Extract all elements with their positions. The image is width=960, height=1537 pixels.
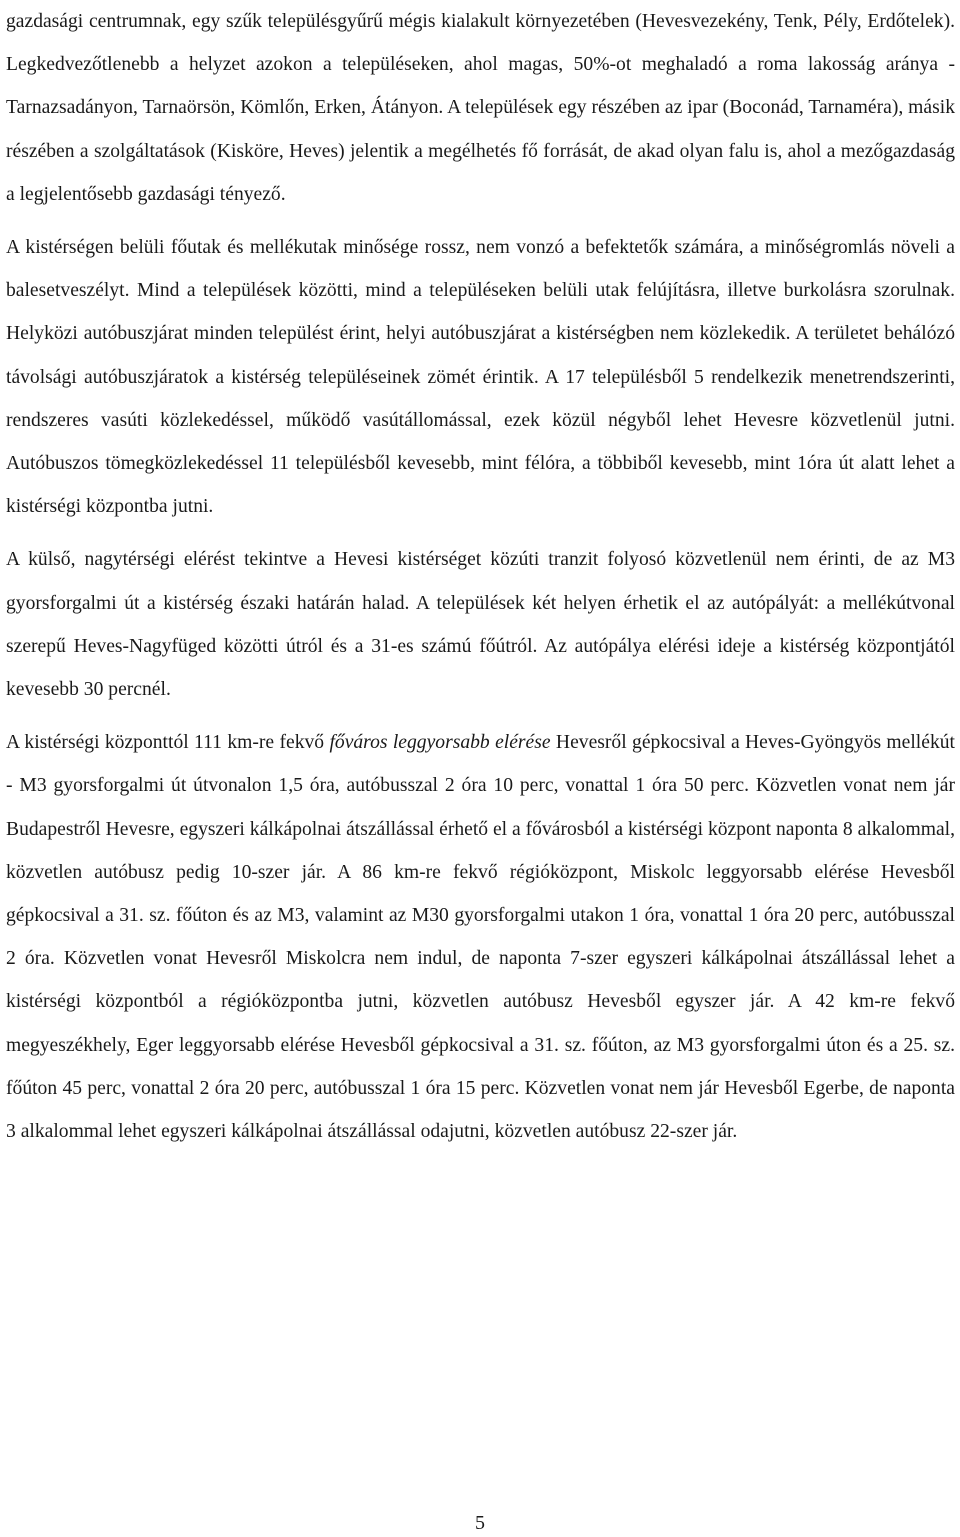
page-number: 5 bbox=[475, 1512, 485, 1534]
paragraph-city-access-times bbox=[6, 721, 955, 1153]
paragraph-text-before-emphasis: A kistérségi központtól 111 km-re fekvő bbox=[6, 732, 330, 754]
emphasized-phrase: főváros leggyorsabb elérése bbox=[329, 732, 551, 754]
paragraph-internal-roads-transport: A kistérségen belüli főutak és mellékutak minősége rossz, nem vonzó a befektetők számára, a minőségromlás növeli a balesetveszélyt. Mind a települések közötti, mind a településeken belüli utak felújításra, illetve burkolásra szorulnak. Helyközi autóbuszjárat minden települést érint, helyi autóbuszjárat a kistérségben nem közlekedik. A területet behálózó távolsági autóbuszjáratok a kistérség településeinek zömét érintik. A 17 településből 5 rendelkezik menetrendszerinti, rendszeres vasúti közlekedéssel, működő vasútállomással, ezek közül négyből lehet Hevesre közvetlenül jutni. Autóbuszos tömegközlekedéssel 11 településből kevesebb, mint félóra, a többiből kevesebb, mint 1óra út alatt lehet a kistérségi központba jutni. bbox=[6, 237, 955, 518]
document-page bbox=[6, 0, 955, 1153]
paragraph-settlements-economy: gazdasági centrumnak, egy szűk településgyűrű mégis kialakult környezetében (Hevesvezekény, Tenk, Pély, Erdőtelek). Legkedvezőtlenebb a helyzet azokon a településeken, ahol magas, 50%-ot meghaladó a roma lakosság aránya - Tarnazsadányon, Tarnaörsön, Kömlőn, Erken, Átányon. A települések egy részében az ipar (Boconád, Tarnaméra), másik részében a szolgáltatások (Kisköre, Heves) jelentik a megélhetés fő forrását, de akad olyan falu is, ahol a mezőgazdaság a legjelentősebb gazdasági tényező. bbox=[6, 11, 955, 205]
paragraph-text-after-emphasis: Hevesről gépkocsival a Heves-Gyöngyös mellékút - M3 gyorsforgalmi út útvonalon 1,5 óra, autóbusszal 2 óra 10 perc, vonattal 1 óra 50 perc. Közvetlen vonat nem jár Budapestről Hevesre, egyszeri kálkápolnai átszállással érhető el a fővárosból a kistérségi központ naponta 8 alkalommal, közvetlen autóbusz pedig 10-szer jár. A 86 km-re fekvő régióközpont, Miskolc leggyorsabb elérése Hevesből gépkocsival a 31. sz. főúton és az M3, valamint az M30 gyorsforgalmi utakon 1 óra, vonattal 1 óra 20 perc, autóbusszal 2 óra. Közvetlen vonat Hevesről Miskolcra nem indul, de naponta 7-szer egyszeri kálkápolnai átszállással lehet a kistérségi központból a régióközpontba jutni, közvetlen autóbusz Hevesből egyszer jár. A 42 km-re fekvő megyeszékhely, Eger leggyorsabb elérése Hevesből gépkocsival a 31. sz. főúton, az M3 gyorsforgalmi úton és a 25. sz. főúton 45 perc, vonattal 2 óra 20 perc, autóbusszal 1 óra 15 perc. Közvetlen vonat nem jár Hevesből Egerbe, de naponta 3 alkalommal lehet egyszeri kálkápolnai átszállással odajutni, közvetlen autóbusz 22-szer jár. bbox=[6, 732, 955, 1143]
paragraph-external-access: A külső, nagytérségi elérést tekintve a Hevesi kistérséget közúti tranzit folyosó közvetlenül nem érinti, de az M3 gyorsforgalmi út a kistérség északi határán halad. A települések két helyen érhetik el az autópályát: a mellékútvonal szerepű Heves-Nagyfüged közötti útról és a 31-es számú főútról. Az autópálya elérési ideje a kistérség központjától kevesebb 30 percnél. bbox=[6, 549, 955, 701]
